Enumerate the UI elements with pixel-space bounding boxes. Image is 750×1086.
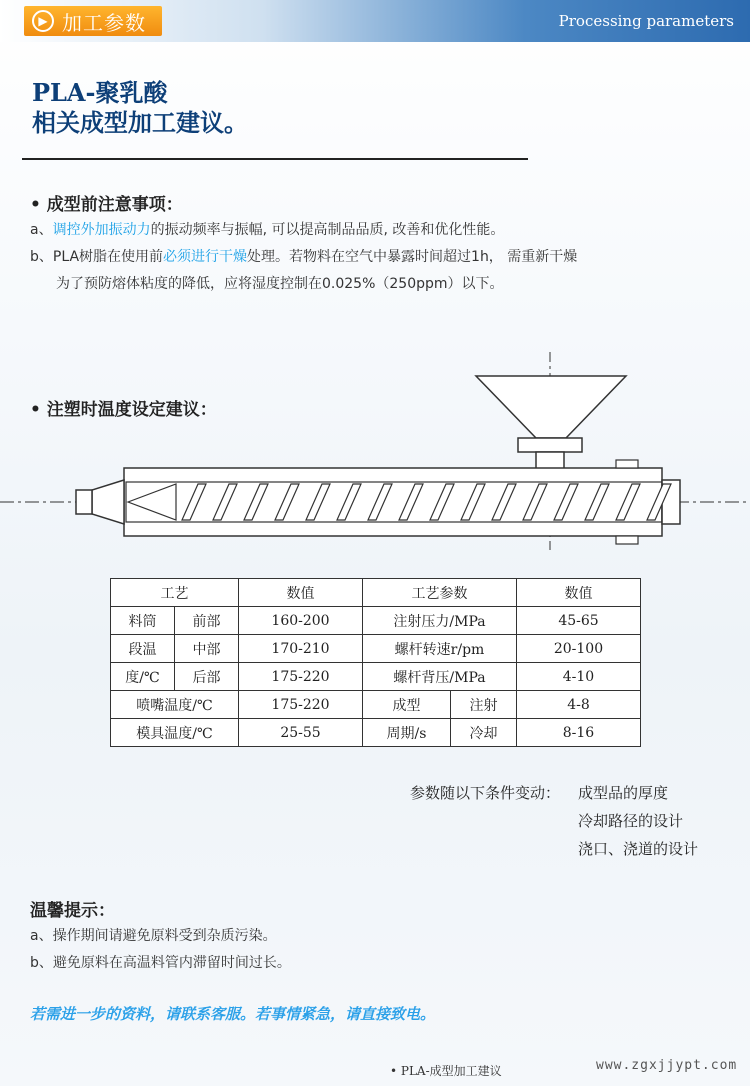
front-label: 前部 xyxy=(175,607,239,635)
contact-note: 若需进一步的资料，请联系客服。若事情紧急，请直接致电。 xyxy=(30,1005,436,1023)
injection-machine-diagram xyxy=(0,350,750,560)
header-process: 工艺 xyxy=(111,579,239,607)
back-pressure-label: 螺杆背压/MPa xyxy=(363,663,517,691)
hopper-neck xyxy=(518,438,582,452)
tip-a: a、操作期间请避免原料受到杂质污染。 xyxy=(30,928,277,944)
mold-temp-label: 模具温度/℃ xyxy=(111,719,239,747)
tip-b: b、避免原料在高温料管内滞留时间过长。 xyxy=(30,955,291,971)
page-title xyxy=(32,78,248,138)
header-value-2: 数值 xyxy=(517,579,641,607)
title-line-2: 相关成型加工建议。 xyxy=(32,108,248,137)
note-a xyxy=(30,219,504,239)
table-row xyxy=(111,691,641,719)
barrel-label-1: 料筒 xyxy=(111,607,175,635)
title-line-1: PLA-聚乳酸 xyxy=(32,78,168,107)
nozzle-temp-value: 175-220 xyxy=(239,691,363,719)
nozzle-temp-label: 喷嘴温度/℃ xyxy=(111,691,239,719)
condition-item: 成型品的厚度 xyxy=(578,784,669,802)
title-divider xyxy=(22,158,528,160)
barrel-housing xyxy=(124,468,662,536)
note-a-prefix: a、 xyxy=(30,222,53,238)
barrel-label-2: 段温 xyxy=(111,635,175,663)
note-b xyxy=(30,246,577,266)
note-b-highlight: 必须进行干燥 xyxy=(163,249,248,265)
screw-speed-value: 20-100 xyxy=(517,635,641,663)
footer-caption: • PLA-成型加工建议 xyxy=(390,1064,502,1078)
table-row xyxy=(111,719,641,747)
note-b-prefix: b、PLA树脂在使用前 xyxy=(30,249,164,265)
conditions-label: 参数随以下条件变动： xyxy=(410,784,561,802)
header-bar xyxy=(0,0,750,42)
table-row xyxy=(111,607,641,635)
barrel-label-3: 度/℃ xyxy=(111,663,175,691)
middle-label: 中部 xyxy=(175,635,239,663)
table-row xyxy=(111,663,641,691)
rear-label: 后部 xyxy=(175,663,239,691)
header-value: 数值 xyxy=(239,579,363,607)
play-circle-icon: ▶ xyxy=(32,10,54,32)
inject-label: 注射 xyxy=(451,691,517,719)
inject-value: 4-8 xyxy=(517,691,641,719)
tips-heading: 温馨提示： xyxy=(30,901,115,921)
section-tab[interactable] xyxy=(24,6,162,36)
heater-band-bottom xyxy=(616,536,638,544)
condition-item: 冷却路径的设计 xyxy=(578,812,684,830)
middle-value: 170-210 xyxy=(239,635,363,663)
condition-item: 浇口、浇道的设计 xyxy=(578,840,699,858)
cycle-label-2: 周期/s xyxy=(363,719,451,747)
table-header-row xyxy=(111,579,641,607)
hopper xyxy=(476,376,626,438)
injection-pressure-label: 注射压力/MPa xyxy=(363,607,517,635)
header-param: 工艺参数 xyxy=(363,579,517,607)
injection-pressure-value: 45-65 xyxy=(517,607,641,635)
back-pressure-value: 4-10 xyxy=(517,663,641,691)
pre-molding-heading: • 成型前注意事项： xyxy=(30,195,183,215)
header-english-title: Processing parameters xyxy=(558,12,734,30)
nozzle xyxy=(92,480,124,524)
section-tab-label: 加工参数 xyxy=(62,10,146,35)
mold-temp-value: 25-55 xyxy=(239,719,363,747)
rear-value: 175-220 xyxy=(239,663,363,691)
cool-value: 8-16 xyxy=(517,719,641,747)
heater-band-top xyxy=(616,460,638,468)
front-value: 160-200 xyxy=(239,607,363,635)
temperature-heading: • 注塑时温度设定建议： xyxy=(30,400,217,420)
note-b-line2: 为了预防熔体粘度的降低，应将湿度控制在0.025%（250ppm）以下。 xyxy=(56,276,504,292)
cycle-label-1: 成型 xyxy=(363,691,451,719)
cool-label: 冷却 xyxy=(451,719,517,747)
note-b-text: 处理。若物料在空气中暴露时间超过1h， 需重新干燥 xyxy=(247,249,578,265)
note-a-text: 的振动频率与振幅, 可以提高制品品质, 改善和优化性能。 xyxy=(150,222,505,238)
note-a-highlight: 调控外加振动力 xyxy=(52,222,151,238)
screw-speed-label: 螺杆转速r/pm xyxy=(363,635,517,663)
nozzle-tip xyxy=(76,490,92,514)
parameter-table xyxy=(110,578,641,747)
watermark: www.zgxjjypt.com xyxy=(596,1058,738,1073)
table-row xyxy=(111,635,641,663)
